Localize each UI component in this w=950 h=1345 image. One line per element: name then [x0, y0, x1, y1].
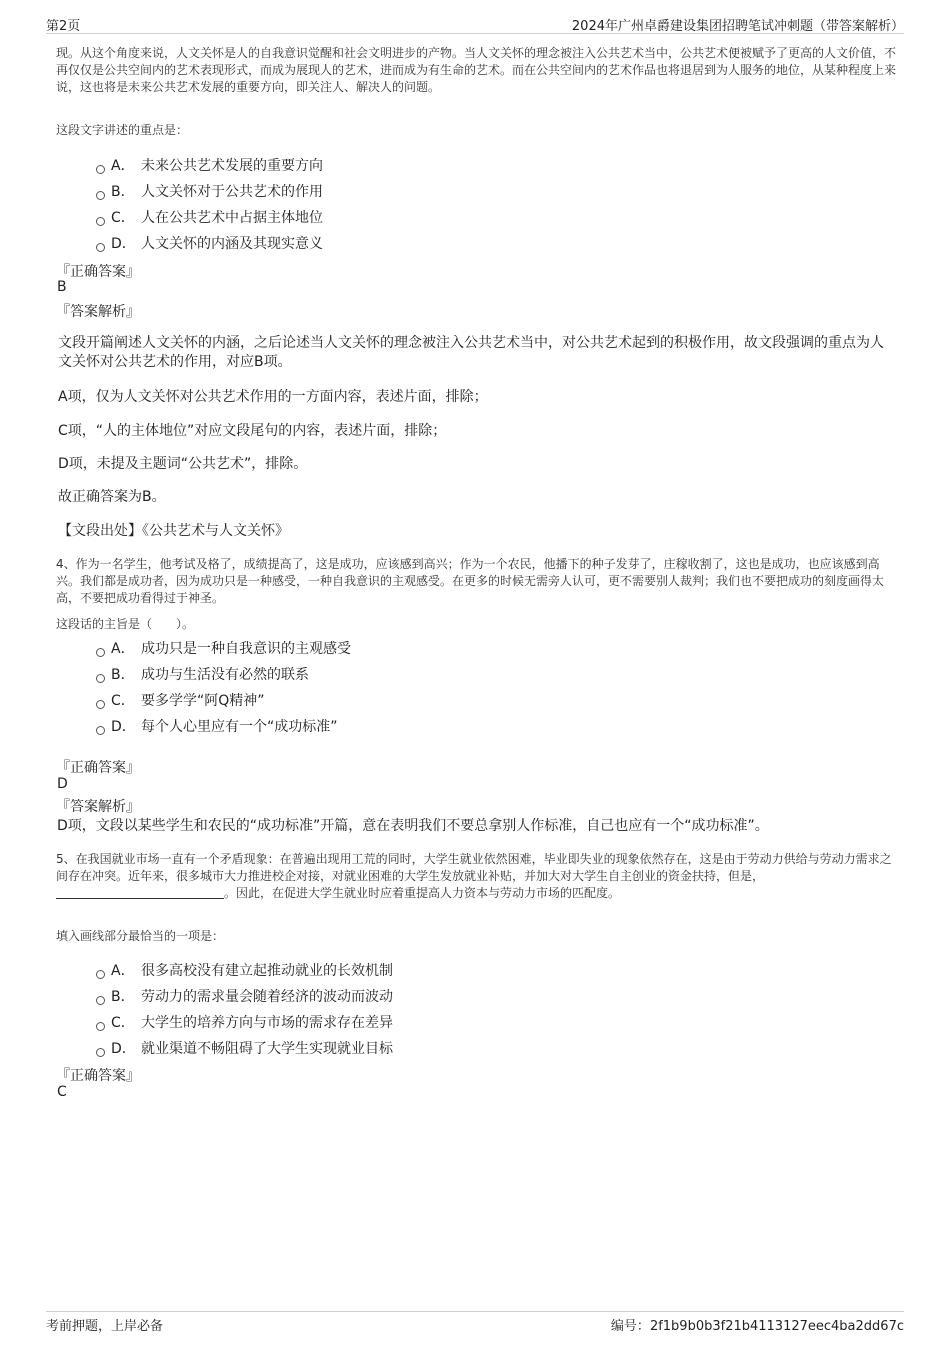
- radio-icon[interactable]: [96, 726, 105, 735]
- q3-option-b[interactable]: B． 人文关怀对于公共艺术的作用: [96, 181, 323, 201]
- radio-icon[interactable]: [96, 648, 105, 657]
- footer-slogan: 考前押题，上岸必备: [46, 1319, 164, 1334]
- footer-code: 编号：2f1b9b0b3f21b4113127eec4ba2dd67c: [610, 1319, 904, 1334]
- q3-analysis-a: A项，仅为人文关怀对公共艺术作用的一方面内容，表述片面，排除；: [58, 389, 488, 405]
- q5-question: 填入画线部分最恰当的一项是：: [56, 929, 225, 943]
- radio-icon[interactable]: [96, 217, 105, 226]
- q3-analysis-d: D项，未提及主题词“公共艺术”，排除。: [58, 456, 308, 472]
- radio-icon[interactable]: [96, 674, 105, 683]
- q3-option-c[interactable]: C． 人在公共艺术中占据主体地位: [96, 207, 323, 227]
- document-title: 2024年广州卓爵建设集团招聘笔试冲刺题（带答案解析）: [571, 19, 904, 34]
- q4-option-d[interactable]: D． 每个人心里应有一个“成功标准”: [96, 716, 338, 736]
- q4-option-b[interactable]: B． 成功与生活没有必然的联系: [96, 664, 309, 684]
- radio-icon[interactable]: [96, 1048, 105, 1057]
- q5-answer: C: [57, 1084, 67, 1100]
- q3-option-a[interactable]: A． 未来公共艺术发展的重要方向: [96, 155, 323, 175]
- q5-option-c[interactable]: C． 大学生的培养方向与市场的需求存在差异: [96, 1012, 393, 1032]
- fill-blank: [56, 886, 224, 899]
- q3-analysis-conclusion: 故正确答案为B。: [58, 489, 166, 505]
- q5-passage: 5、在我国就业市场一直有一个矛盾现象：在普遍出现用工荒的同时，大学生就业依然困难，毕业即失业的现象依然存在，这是由于劳动力供给与劳动力需求之间存在冲突。近年来，很多城市大力推进校企对接，对就业困难的大学生发放就业补贴，并加大对大学生自主创业的资金扶持，但是，。因此，在促进大学生就业时应着重提高人力资本与劳动力市场的匹配度。: [56, 852, 892, 900]
- q3-question: 这段文字讲述的重点是：: [56, 123, 189, 137]
- q4-passage: 4、作为一名学生，他考试及格了，成绩提高了，这是成功，应该感到高兴；作为一个农民，他播下的种子发芽了，庄稼收割了，这也是成功，也应该感到高兴。我们都是成功者，因为成功只是一种感受，一种自我意识的主观感受。在更多的时候无需旁人认可，更不需要别人裁判；我们也不要把成功的刻度画得太高，不要把成功看得过于神圣。: [56, 557, 885, 605]
- q3-analysis-intro: 文段开篇阐述人文关怀的内涵，之后论述当人文关怀的理念被注入公共艺术当中，对公共艺术起到的积极作用，故文段强调的重点为人文关怀对公共艺术的作用，对应B项。: [58, 335, 884, 370]
- header-divider: [46, 33, 904, 34]
- q5-option-a[interactable]: A． 很多高校没有建立起推动就业的长效机制: [96, 960, 393, 980]
- radio-icon[interactable]: [96, 243, 105, 252]
- radio-icon[interactable]: [96, 1022, 105, 1031]
- q5-option-d[interactable]: D． 就业渠道不畅阻碍了大学生实现就业目标: [96, 1038, 393, 1058]
- q4-answer: D: [57, 776, 68, 792]
- q4-answer-label: 『正确答案』: [56, 760, 140, 776]
- footer-divider: [46, 1311, 904, 1312]
- q4-question: 这段话的主旨是（ ）。: [56, 617, 195, 631]
- q4-option-a[interactable]: A． 成功只是一种自我意识的主观感受: [96, 638, 351, 658]
- radio-icon[interactable]: [96, 191, 105, 200]
- q3-answer-label: 『正确答案』: [56, 264, 140, 280]
- q3-analysis-c: C项，“人的主体地位”对应文段尾句的内容，表述片面，排除；: [58, 423, 447, 439]
- q4-option-c[interactable]: C． 要多学学“阿Q精神”: [96, 690, 265, 710]
- q4-analysis: D项，文段以某些学生和农民的“成功标准”开篇，意在表明我们不要总拿别人作标准，自己也应有一个“成功标准”。: [57, 818, 769, 834]
- radio-icon[interactable]: [96, 970, 105, 979]
- q5-option-b[interactable]: B． 劳动力的需求量会随着经济的波动而波动: [96, 986, 393, 1006]
- q4-analysis-label: 『答案解析』: [56, 799, 140, 815]
- q5-answer-label: 『正确答案』: [56, 1068, 140, 1084]
- q3-passage: 现。从这个角度来说，人文关怀是人的自我意识觉醒和社会文明进步的产物。当人文关怀的理念被注入公共艺术当中，公共艺术便被赋予了更高的人文价值，不再仅仅是公共空间内的艺术表现形式，而成为展现人的艺术，进而成为有生命的艺术。而在公共空间内的艺术作品也将退居到为人服务的地位，从某种程度上来说，这也将是未来公共艺术发展的重要方向，即关注人、解决人的问题。: [56, 46, 897, 94]
- page-number: 第2页: [46, 19, 81, 34]
- radio-icon[interactable]: [96, 996, 105, 1005]
- q3-option-d[interactable]: D． 人文关怀的内涵及其现实意义: [96, 233, 323, 253]
- radio-icon[interactable]: [96, 165, 105, 174]
- q3-source: 【文段出处】《公共艺术与人文关怀》: [58, 523, 289, 539]
- q3-answer: B: [57, 279, 67, 295]
- radio-icon[interactable]: [96, 700, 105, 709]
- q3-analysis-label: 『答案解析』: [56, 304, 140, 320]
